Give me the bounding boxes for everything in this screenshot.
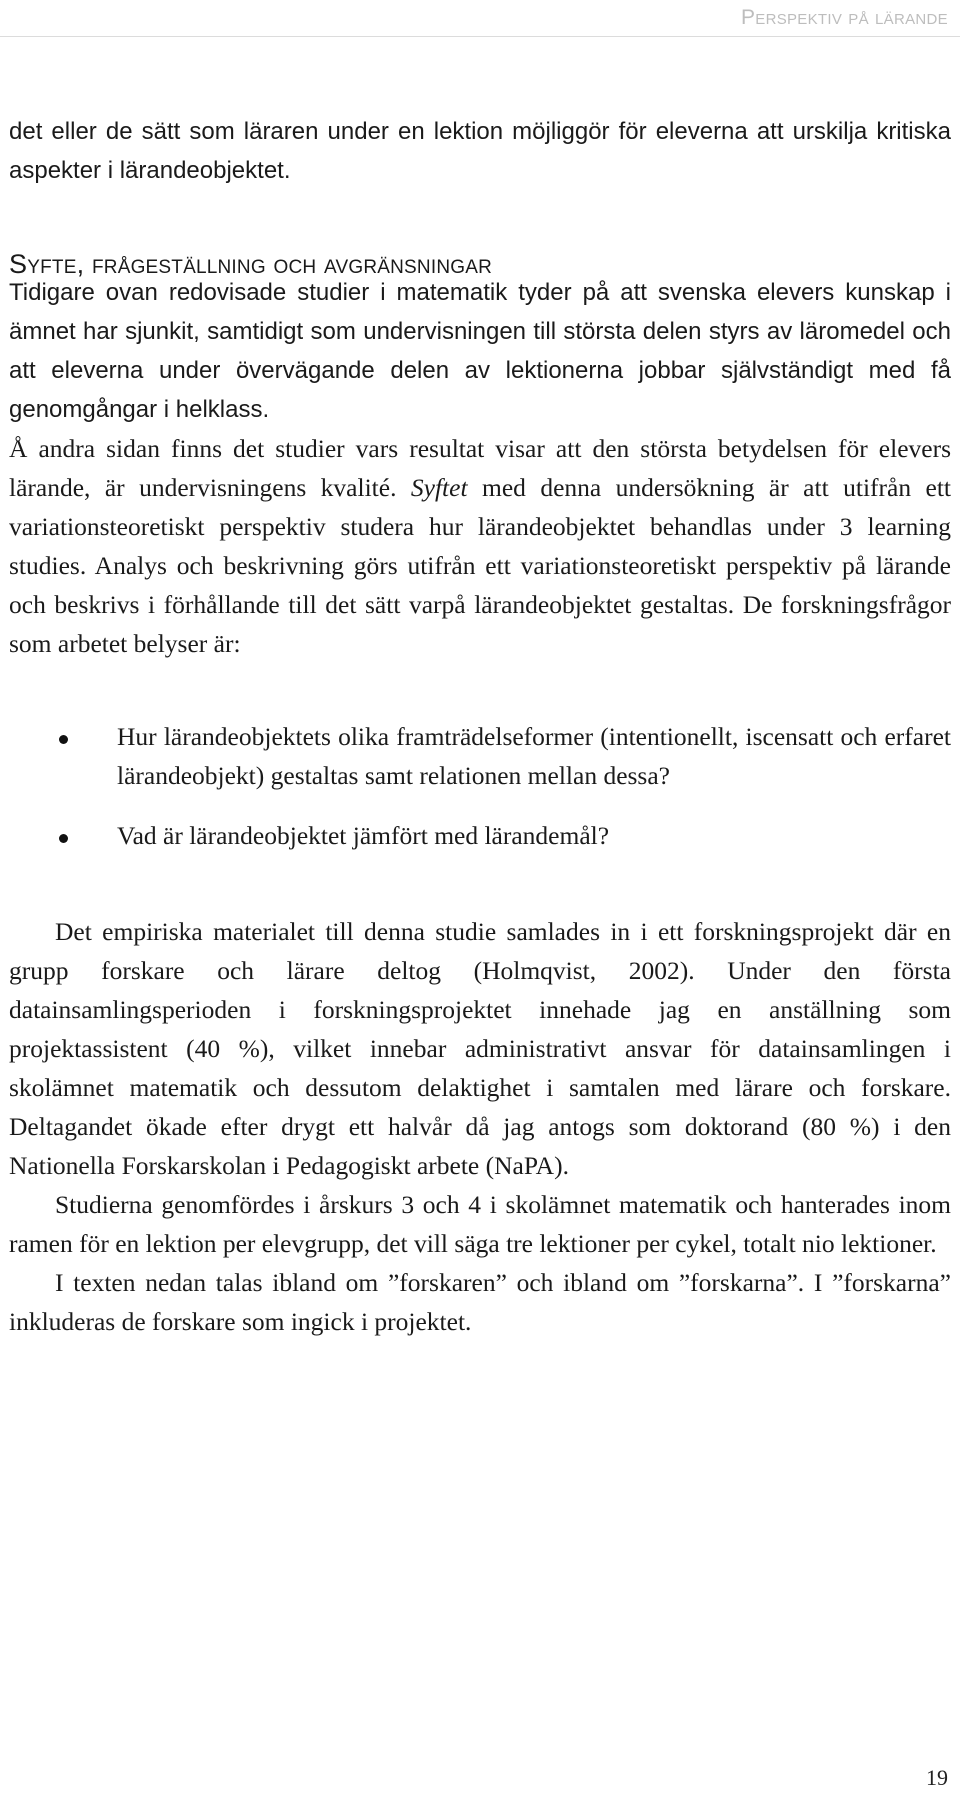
body-paragraph-3: I texten nedan talas ibland om ”forskaren” och ibland om ”forskarna”. I ”forskarna” inkluderas de forskare som ingick i projektet. [9,1268,951,1336]
section-heading: Syfte, frågeställning och avgränsningar [9,249,493,279]
section-paragraph-serif [9,429,951,663]
body-paragraph-2: Studierna genomfördes i årskurs 3 och 4 i skolämnet matematik och hanterades inom ramen för en lektion per elevgrupp, det vill säga tre lektioner per cykel, totalt nio lektioner. [9,1190,951,1258]
bullet-icon [59,834,68,843]
body-paragraph-1: Det empiriska materialet till denna studie samlades in i ett forskningsprojekt där en grupp forskare och lärare deltog (Holmqvist, 2002). Under den första datainsamlingsperioden i forskningsprojektet innehade jag en anställning som projektassistent (40 %), vilket innebar administrativt ansvar för datainsamlingen i skolämnet matematik och dessutom delaktighet i samtalen med lärare och forskare. Deltagandet ökade efter drygt ett halvår då jag antogs som doktorand (80 %) i den Nationella Forskarskolan i Pedagogiskt arbete (NaPA). [9,917,951,1180]
question-text: Vad är lärandeobjektet jämfört med lärandemål? [117,821,610,850]
bullet-icon [59,735,68,744]
syftet-word: Syftet [410,473,468,502]
running-head: Perspektiv på lärande [740,6,948,29]
header-rule [0,36,960,37]
section-sentence-2: med denna undersökning är att utifrån ett variationsteoretiskt perspektiv studera hur lärandeobjektet behandlas under 3 learning studies. Analys och beskrivning görs utifrån ett variationsteoretiskt perspektiv på lärande och beskrivs i förhållande till det sätt varpå lärandeobjektet gestaltas. De forskningsfrågor som arbetet belyser är: [9,473,952,658]
list-item [0,717,951,795]
main-text [9,912,951,1341]
section-body [9,273,951,663]
question-text: Hur lärandeobjektets olika framträdelseformer (intentionellt, iscensatt och erfaret lärandeobjekt) gestaltas samt relationen mellan dessa? [117,722,951,790]
list-item [0,816,951,855]
page-number: 19 [926,1765,948,1790]
section-paragraph-sans: Tidigare ovan redovisade studier i matematik tyder på att svenska elevers kunskap i ämnet har sjunkit, samtidigt som undervisningen till största delen styrs av läromedel och att eleverna under övervägande delen av lektionerna jobbar självständigt med få genomgångar i helklass. [9,279,951,423]
section-sentence-1: Å andra sidan finns det studier vars resultat visar att den största betydelsen för elevers lärande, är undervisningens kvalité. [9,434,951,502]
intro-paragraph: det eller de sätt som läraren under en lektion möjliggör för eleverna att urskilja kritiska aspekter i lärandeobjektet. [9,118,951,184]
research-questions-list [0,717,960,855]
